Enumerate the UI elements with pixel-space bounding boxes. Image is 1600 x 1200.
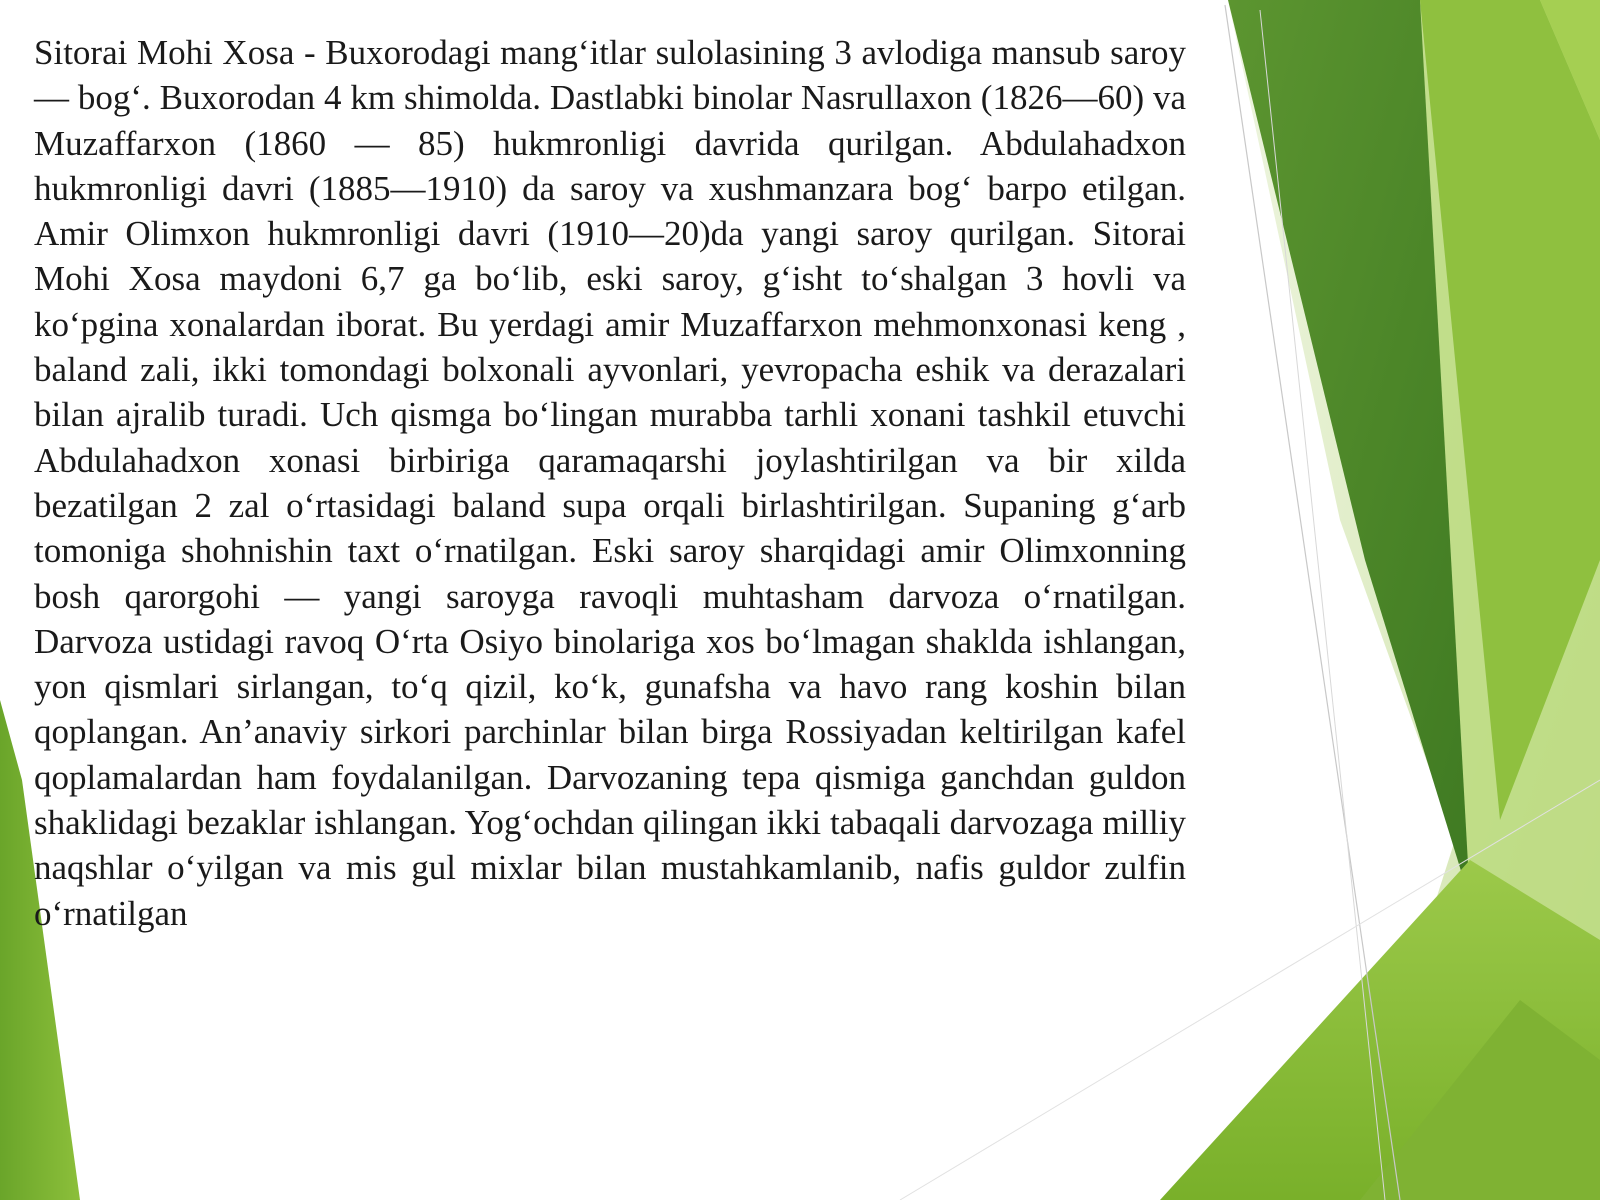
slide-body-text: Sitorai Mohi Xosa - Buxorodagi mang‘itlar sulolasining 3 avlodiga mansub saroy — bog‘. Buxorodan 4 km shimolda. Dastlabki binolar Nasrullaxon (1826—60) va Muzaffarxon (1860 — 85) hukmronligi davrida qurilgan. Abdulahadxon hukmronligi davri (1885—1910) da saroy va xushmanzara bog‘ barpo etilgan. Amir Olimxon hukmronligi davri (1910—20)da yangi saroy qurilgan. Sitorai Mohi Xosa maydoni 6,7 ga bo‘lib, eski saroy, g‘isht to‘shalgan 3 hovli va ko‘pgina xonalardan iborat. Bu yerdagi amir Muzaffarxon mehmonxonasi keng , baland zali, ikki tomondagi bolxonali ayvonlari, yevropacha eshik va derazalari bilan ajralib turadi. Uch qismga bo‘lingan murabba tarhli xonani tashkil etuvchi Abdulahadxon xonasi birbiriga qaramaqarshi joylashtirilgan va bir xilda bezatilgan 2 zal o‘rtasidagi baland supa orqali birlashtirilgan. Supaning g‘arb tomoniga shohnishin taxt o‘rnatilgan. Eski saroy sharqidagi amir Olimxonning bosh qarorgohi — yangi saroyga ravoqli muhtasham darvoza o‘rnatilgan. Darvoza ustidagi ravoq O‘rta Osiyo binolariga xos bo‘lmagan shaklda ishlangan, yon qismlari sirlangan, to‘q qizil, ko‘k, gunafsha va havo rang koshin bilan qoplangan. An’anaviy sirkori parchinlar bilan birga Rossiyadan keltirilgan kafel qoplamalardan ham foydalanilgan. Darvozaning tepa qismiga ganchdan guldon shaklidagi bezaklar ishlangan. Yog‘ochdan qilingan ikki tabaqali darvozaga milliy naqshlar o‘yilgan va mis gul mixlar bilan mustahkamlanib, nafis guldor zulfin o‘rnatilgan [34,33,1186,933]
